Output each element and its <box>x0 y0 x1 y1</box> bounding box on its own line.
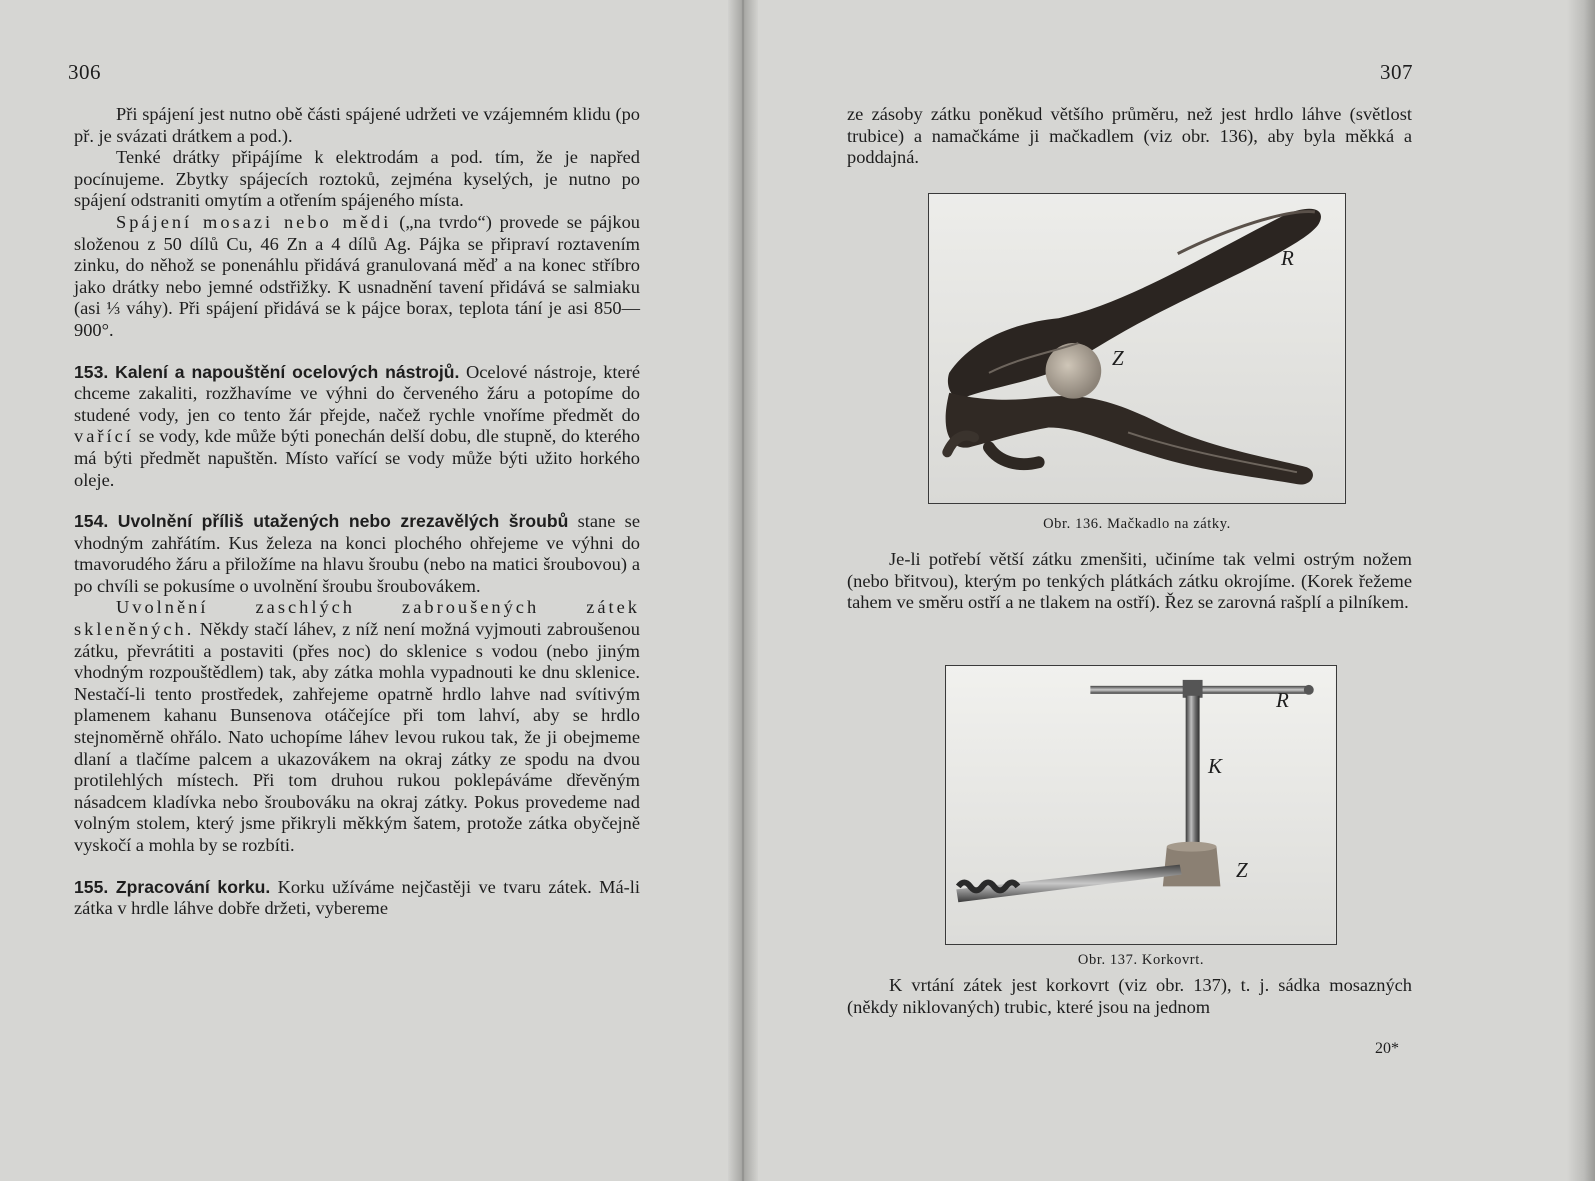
figure-label: K <box>1208 754 1223 778</box>
section-155 <box>74 877 640 920</box>
section-text: Ocelové nástroje, které chceme zakaliti, rozžhavíme ve výhni do červeného žáru a potopíme do studené vody, jen co tento žár přejde, načež rychle vnoříme předmět do <box>74 361 640 425</box>
page-number-right: 307 <box>1380 60 1413 84</box>
section-heading: 153. Kalení a napouštění ocelových nástrojů. <box>74 361 460 382</box>
paragraph: Při spájení jest nutno obě části spájené udržeti ve vzájemném klidu (po př. je svázati drátkem a pod.). <box>74 104 640 146</box>
paragraph: Je-li potřebí větší zátku zmenšiti, učiníme tak velmi ostrým nožem (nebo břitvou), kterým po tenkých plátkách zátku okrojíme. (Korek řežeme tahem ve směru ostří a ne tlakem na ostří). Řez se zarovná rašplí a pilníkem. <box>847 549 1412 613</box>
figure-136-cork-press <box>928 193 1346 504</box>
left-text-column <box>74 104 640 920</box>
spaced-term: vařící <box>74 426 134 447</box>
figure-label: Z <box>1236 858 1248 882</box>
page-number-left: 306 <box>68 60 101 84</box>
paragraph: K vrtání zátek jest korkovrt (viz obr. 137), t. j. sádka mosazných (někdy niklovaných) trubic, které jsou na jednom <box>847 975 1412 1017</box>
section-text: Korku užíváme nejčastěji ve tvaru zátek. Má-li zátka v hrdle láhve dobře držeti, vybereme <box>74 876 640 919</box>
section-heading: 154. Uvolnění příliš utažených nebo zrezavělých šroubů <box>74 511 569 532</box>
figure-caption: Obr. 137. Korkovrt. <box>1077 952 1205 968</box>
right-text-middle <box>847 549 1412 614</box>
section-heading: 155. Zpracování korku. <box>74 876 271 897</box>
figure-137-cork-borer <box>945 665 1337 945</box>
figure-label: R <box>1281 246 1294 270</box>
spaced-term: Uvolnění zaschlých zabroušených zátek skleněných. <box>74 597 640 640</box>
section-text: stane se vhodným zahřátím. Kus železa na konci plochého ohřejeme ve výhni do tmavorudého žáru a přiložíme na hlavu šroubu (nebo na matici šroubovou) a po chvíli se pokusíme o uvolnění šroubu šroubovákem. <box>74 511 640 596</box>
section-153 <box>74 362 640 492</box>
paragraph <box>74 212 640 342</box>
paragraph-text: Někdy stačí láhev, z níž není možná vyjmouti zabroušenou zátku, převrátiti a postaviti (přes noc) do sklenice s vodou (nebo jiným vhodným rozpouštědlem) tak, aby zátka mohla vypadnouti ke dnu sklenice. Nestačí-li tento prostředek, zahřejeme opatrně hrdlo lahve nad svítivým plamenem kahanu Bunsenova otáčejíce při tom lahví, aby se hrdlo stejnoměrně ohřálo. Nato uchopíme láhev levou rukou tak, že ji obejmeme dlaní a tlačíme palcem a ukazovákem na okraj zátky ze spodu na dvou protilehlých místech. Při tom druhou rukou poklepáváme dřevěným násadcem kladívka nebo šroubováku na okraj zátky. Pokus provedeme nad volným stolem, který jsme přikryli měkkým šatem, protože zátka obyčejně vyskočí a mohla by se rozbíti. <box>74 619 640 855</box>
paragraph: Tenké drátky připájíme k elektrodám a pod. tím, že je napřed pocínujeme. Zbytky spájecích roztoků, zejména kyselých, je nutno po spájení odstraniti omytím a otřením spájeného místa. <box>74 147 640 211</box>
right-text-top <box>847 104 1412 169</box>
right-text-bottom <box>847 975 1412 1018</box>
cork-press-illustration <box>929 194 1345 503</box>
page-edge <box>1567 0 1595 1181</box>
figure-caption: Obr. 136. Mačkadlo na zátky. <box>1043 516 1231 532</box>
paragraph <box>74 597 640 856</box>
section-154 <box>74 511 640 597</box>
spaced-term: Spájení mosazi nebo mědi <box>116 211 392 232</box>
paragraph: ze zásoby zátku poněkud většího průměru, než jest hrdlo láhve (světlost trubice) a namačkáme ji mačkadlem (viz obr. 136), aby byla měkká a poddajná. <box>847 104 1412 168</box>
book-gutter <box>728 0 758 1181</box>
figure-label: Z <box>1112 346 1124 370</box>
paragraph-text: („na tvrdo“) provede se pájkou složenou z 50 dílů Cu, 46 Zn a 4 dílů Ag. Pájka se připraví roztavením zinku, do něhož se ponenáhlu přidává granulovaná měď a na konec stříbro jako drátky nebo jemné odstřižky. K usnadnění tavení přidává se salmiaku (asi ⅓ váhy). Při spájení přidává se k pájce borax, teplota tání je asi 850—900°. <box>74 211 641 340</box>
signature-mark: 20* <box>1375 1040 1399 1057</box>
section-text: se vody, kde může býti ponechán delší dobu, dle stupně, do kterého má býti předmět napuštěn. Místo vařící se vody může býti užito horkého oleje. <box>74 426 640 490</box>
figure-label: R <box>1276 688 1289 712</box>
